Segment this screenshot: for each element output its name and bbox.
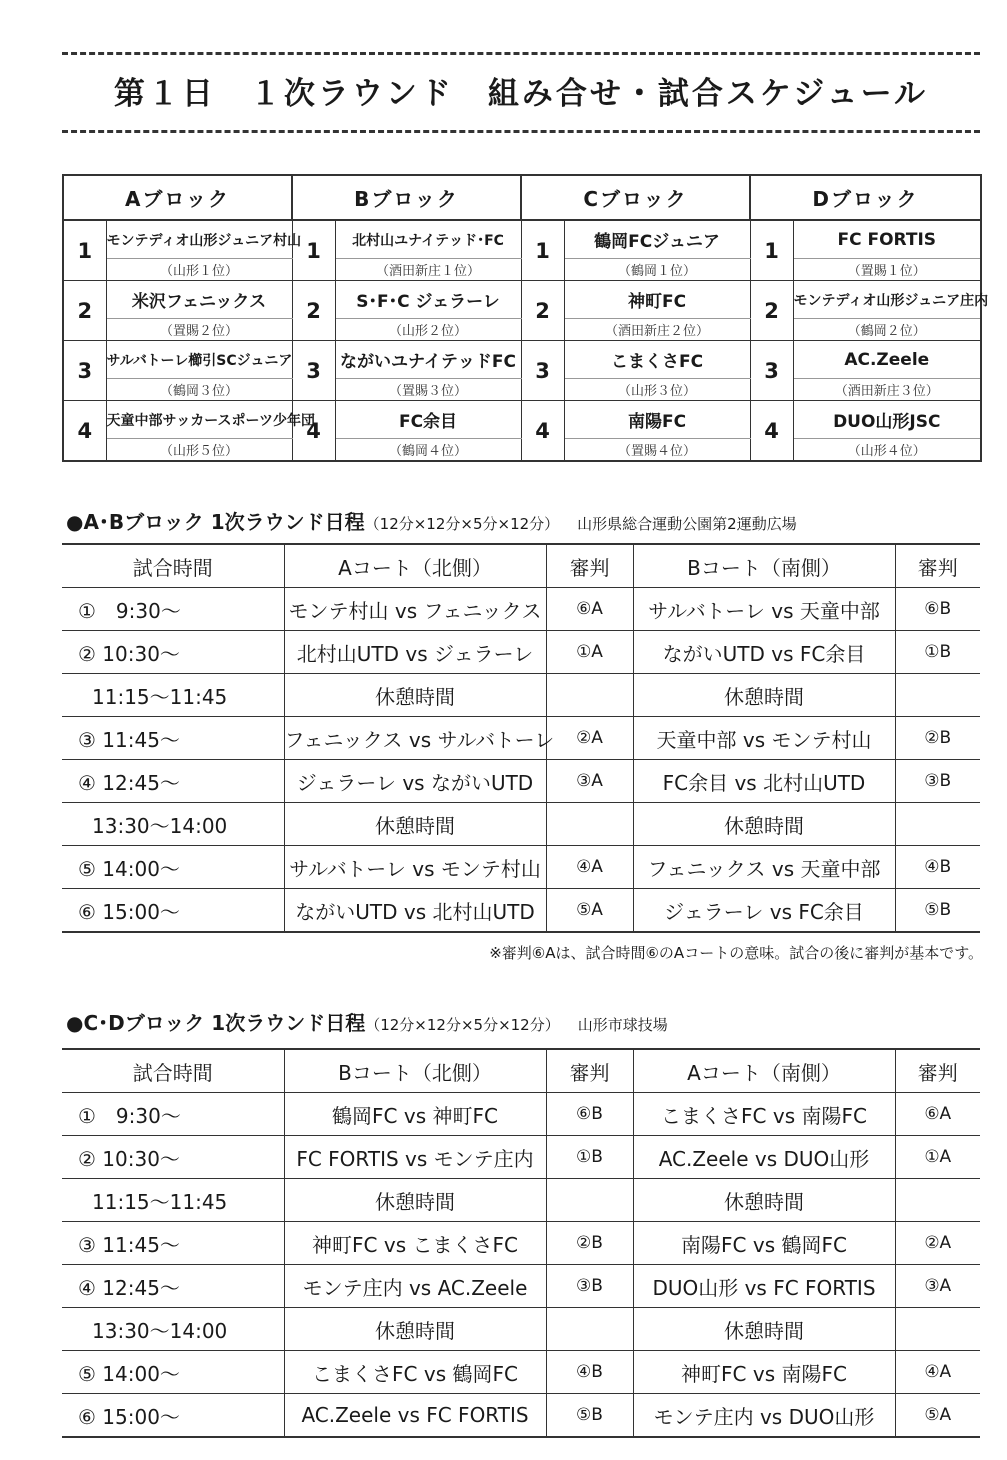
match-pairing: サルバトーレ vs モンテ村山: [284, 846, 546, 889]
bottom-dashed-rule: [62, 130, 980, 133]
seed-number: 2: [63, 281, 106, 341]
match-pairing: フェニックス vs 天童中部: [633, 846, 895, 889]
seed-number: 1: [292, 220, 335, 281]
match-pairing: AC.Zeele vs FC FORTIS: [284, 1394, 546, 1438]
seed-number: 1: [63, 220, 106, 281]
match-row: [62, 1394, 980, 1438]
qualifying-rank: （鶴岡４位）: [335, 439, 521, 462]
break-label: 休憩時間: [633, 1179, 895, 1222]
col-court-a: Aコート（北側）: [284, 544, 546, 588]
match-row: [62, 1136, 980, 1179]
block-team-row: [63, 341, 981, 379]
referee-team: ⑥A: [895, 1093, 980, 1136]
match-time: ③ 11:45～: [62, 1222, 284, 1265]
break-row: [62, 1179, 980, 1222]
team-name: 鶴岡FCジュニア: [564, 220, 750, 259]
qualifying-rank: （酒田新庄２位）: [564, 319, 750, 341]
qualifying-rank: （鶴岡１位）: [564, 259, 750, 281]
qualifying-rank: （山形３位）: [564, 379, 750, 401]
referee-team: ②A: [895, 1222, 980, 1265]
match-time: ⑤ 14:00～: [62, 1351, 284, 1394]
break-label: 休憩時間: [284, 803, 546, 846]
referee-note: ※審判⑥Aは、試合時間⑥のAコートの意味。試合の後に審判が基本です。: [489, 944, 983, 962]
match-pairing: こまくさFC vs 南陽FC: [633, 1093, 895, 1136]
match-pairing: モンテ庄内 vs DUO山形: [633, 1394, 895, 1438]
referee-team: ⑤B: [924, 900, 952, 920]
referee-team: ④B: [546, 1351, 633, 1394]
seed-number: 2: [292, 281, 335, 341]
referee-team: [546, 1179, 633, 1222]
seed-number: 1: [521, 220, 564, 281]
break-label: 休憩時間: [633, 803, 895, 846]
referee-team: ⑤B: [546, 1394, 633, 1438]
seed-number: 4: [292, 401, 335, 462]
qualifying-rank: （置賜３位）: [335, 379, 521, 401]
qualifying-rank: （山形１位）: [106, 259, 292, 281]
col-referee-b: 審判: [546, 1049, 633, 1093]
seed-number: 4: [750, 401, 793, 462]
referee-team: [895, 674, 980, 717]
schedule-ab-title: ●A･Bブロック 1次ラウンド日程: [66, 510, 365, 534]
team-name: ながいユナイテッドFC: [335, 341, 521, 379]
break-label: 休憩時間: [633, 1308, 895, 1351]
match-row: [62, 1222, 980, 1265]
match-row: [62, 631, 980, 674]
match-row: [62, 889, 980, 933]
block-b-header: Bブロック: [292, 175, 521, 220]
match-time: ④ 12:45～: [62, 760, 284, 803]
match-pairing: AC.Zeele vs DUO山形: [633, 1136, 895, 1179]
match-pairing: こまくさFC vs 鶴岡FC: [284, 1351, 546, 1394]
match-pairing: 北村山UTD vs ジェラーレ: [284, 631, 546, 674]
team-name: モンテディオ山形ジュニア庄内: [793, 281, 981, 319]
block-team-row: [63, 281, 981, 319]
referee-team: ④B: [895, 846, 980, 889]
referee-team: [895, 1308, 980, 1351]
block-team-row: [63, 220, 981, 259]
schedule-cd-table: [62, 1048, 980, 1438]
break-row: [62, 1308, 980, 1351]
team-name: モンテディオ山形ジュニア村山: [106, 220, 292, 259]
col-referee-a: 審判: [546, 544, 633, 588]
break-label: 休憩時間: [284, 1179, 546, 1222]
match-pairing: ジェラーレ vs ながいUTD: [284, 760, 546, 803]
referee-team: ③B: [895, 760, 980, 803]
referee-team: ②A: [546, 717, 633, 760]
seed-number: 3: [750, 341, 793, 401]
qualifying-rank: （山形４位）: [793, 439, 981, 462]
match-row: [62, 1265, 980, 1308]
referee-team: [546, 803, 633, 846]
break-label: 休憩時間: [284, 1308, 546, 1351]
team-name: 北村山ユナイテッド･FC: [335, 220, 521, 259]
team-name: サルバトーレ櫛引SCジュニア: [106, 341, 292, 379]
schedule-ab-header-row: [62, 544, 980, 588]
match-row: [62, 1351, 980, 1394]
block-table: [62, 174, 989, 462]
team-name: こまくさFC: [564, 341, 750, 379]
col-referee-a: 審判: [895, 1049, 980, 1093]
team-name: S･F･C ジェラーレ: [335, 281, 521, 319]
schedule-cd-title: ●C･Dブロック 1次ラウンド日程: [66, 1011, 366, 1035]
col-court-b: Bコート（北側）: [284, 1049, 546, 1093]
match-pairing: モンテ村山 vs フェニックス: [284, 588, 546, 631]
seed-number: 2: [750, 281, 793, 341]
referee-team: ②B: [546, 1222, 633, 1265]
referee-team: [895, 1179, 980, 1222]
referee-team: ①B: [546, 1136, 633, 1179]
seed-number: 4: [521, 401, 564, 462]
match-time: ④ 12:45～: [62, 1265, 284, 1308]
block-team-row: [63, 401, 981, 439]
match-pairing: 南陽FC vs 鶴岡FC: [633, 1222, 895, 1265]
qualifying-rank: （山形５位）: [106, 439, 292, 462]
referee-team: ③A: [895, 1265, 980, 1308]
match-pairing: 天童中部 vs モンテ村山: [633, 717, 895, 760]
break-label: 休憩時間: [284, 674, 546, 717]
seed-number: 3: [292, 341, 335, 401]
schedule-ab-table: [62, 543, 980, 933]
page-title: 第１日 １次ラウンド 組み合せ・試合スケジュール: [113, 76, 929, 112]
col-referee-b: 審判: [895, 544, 980, 588]
schedule-ab-venue: 山形県総合運動公園第2運動広場: [577, 515, 797, 533]
seed-number: 4: [63, 401, 106, 462]
qualifying-rank: （酒田新庄３位）: [793, 379, 981, 401]
seed-number: 3: [521, 341, 564, 401]
col-court-b: Bコート（南側）: [633, 544, 895, 588]
match-pairing: FC余目 vs 北村山UTD: [633, 760, 895, 803]
referee-team: [546, 674, 633, 717]
team-name: DUO山形JSC: [793, 401, 981, 439]
match-time: ⑥ 15:00～: [62, 889, 284, 933]
match-pairing: ながいUTD vs FC余目: [633, 631, 895, 674]
match-time: 11:15～11:45: [62, 1179, 284, 1222]
referee-team: ⑤A: [546, 889, 633, 933]
match-time: ⑤ 14:00～: [62, 846, 284, 889]
schedule-cd-venue: 山形市球技場: [577, 1016, 668, 1034]
schedule-cd-format: （12分×12分×5分×12分）: [365, 1016, 560, 1034]
block-d-header: Dブロック: [750, 175, 981, 220]
col-time: 試合時間: [62, 1049, 284, 1093]
match-time: ⑥ 15:00～: [62, 1394, 284, 1438]
schedule-ab-heading: [66, 506, 797, 535]
match-row: [62, 717, 980, 760]
match-pairing: FC FORTIS vs モンテ庄内: [284, 1136, 546, 1179]
referee-team: ⑥A: [546, 588, 633, 631]
referee-team: [546, 1308, 633, 1351]
match-pairing: フェニックス vs サルバトーレ: [284, 717, 546, 760]
top-dashed-rule: [62, 52, 980, 55]
block-a-header: Aブロック: [63, 175, 292, 220]
schedule-ab-format: （12分×12分×5分×12分）: [364, 515, 560, 533]
match-time: 13:30～14:00: [62, 803, 284, 846]
block-header-row: [63, 175, 981, 220]
match-pairing: DUO山形 vs FC FORTIS: [633, 1265, 895, 1308]
team-name: 神町FC: [564, 281, 750, 319]
referee-team: ⑤A: [924, 1405, 952, 1425]
referee-team: ⑥B: [546, 1093, 633, 1136]
seed-number: 2: [521, 281, 564, 341]
break-row: [62, 674, 980, 717]
team-name: FC余目: [335, 401, 521, 439]
team-name: FC FORTIS: [793, 220, 981, 259]
col-time: 試合時間: [62, 544, 284, 588]
match-pairing: サルバトーレ vs 天童中部: [633, 588, 895, 631]
break-label: 休憩時間: [633, 674, 895, 717]
qualifying-rank: （置賜２位）: [106, 319, 292, 341]
match-pairing: モンテ庄内 vs AC.Zeele: [284, 1265, 546, 1308]
match-pairing: ながいUTD vs 北村山UTD: [284, 889, 546, 933]
match-row: [62, 588, 980, 631]
team-name: 米沢フェニックス: [106, 281, 292, 319]
schedule-cd-heading: [66, 1007, 668, 1036]
qualifying-rank: （置賜１位）: [793, 259, 981, 281]
match-row: [62, 1093, 980, 1136]
referee-team: ③A: [546, 760, 633, 803]
match-pairing: 神町FC vs こまくさFC: [284, 1222, 546, 1265]
schedule-cd-header-row: [62, 1049, 980, 1093]
qualifying-rank: （鶴岡３位）: [106, 379, 292, 401]
break-row: [62, 803, 980, 846]
match-pairing: ジェラーレ vs FC余目: [633, 889, 895, 933]
referee-team: ①A: [895, 1136, 980, 1179]
qualifying-rank: （置賜４位）: [564, 439, 750, 462]
team-name: AC.Zeele: [793, 341, 981, 379]
qualifying-rank: （山形２位）: [335, 319, 521, 341]
match-time: ② 10:30～: [62, 631, 284, 674]
qualifying-rank: （鶴岡２位）: [793, 319, 981, 341]
block-c-header: Cブロック: [521, 175, 750, 220]
referee-team: ②B: [895, 717, 980, 760]
referee-team: ④A: [895, 1351, 980, 1394]
match-pairing: 神町FC vs 南陽FC: [633, 1351, 895, 1394]
match-row: [62, 760, 980, 803]
seed-number: 3: [63, 341, 106, 401]
qualifying-rank: （酒田新庄１位）: [335, 259, 521, 281]
match-time: ③ 11:45～: [62, 717, 284, 760]
referee-team: ③B: [546, 1265, 633, 1308]
match-time: 13:30～14:00: [62, 1308, 284, 1351]
referee-team: ①A: [546, 631, 633, 674]
match-time: 11:15～11:45: [62, 674, 284, 717]
match-time: ① 9:30～: [62, 588, 284, 631]
match-time: ① 9:30～: [62, 1093, 284, 1136]
referee-team: [895, 803, 980, 846]
referee-team: ⑥B: [895, 588, 980, 631]
match-row: [62, 846, 980, 889]
match-time: ② 10:30～: [62, 1136, 284, 1179]
referee-team: ④A: [546, 846, 633, 889]
match-pairing: 鶴岡FC vs 神町FC: [284, 1093, 546, 1136]
col-court-a: Aコート（南側）: [633, 1049, 895, 1093]
team-name: 天童中部サッカースポーツ少年団: [106, 401, 292, 439]
team-name: 南陽FC: [564, 401, 750, 439]
seed-number: 1: [750, 220, 793, 281]
referee-team: ①B: [895, 631, 980, 674]
